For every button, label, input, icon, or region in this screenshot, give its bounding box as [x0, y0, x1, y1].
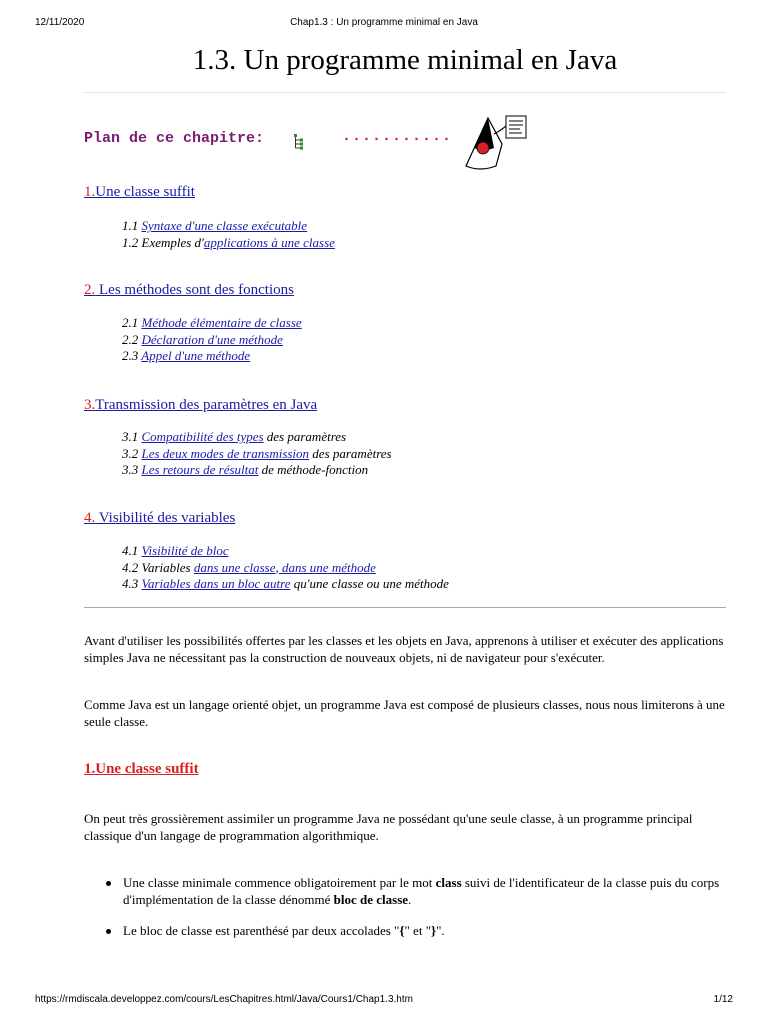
plan-dots: ........... [342, 128, 453, 145]
toc-item-3-2: 3.2 Les deux modes de transmission des paramètres [122, 445, 392, 461]
toc-link-2-3[interactable]: Appel d'une méthode [141, 348, 251, 363]
toc-section-1-link[interactable]: 1.Une classe suffit [84, 184, 195, 200]
section-1-paragraph: On peut très grossièrement assimiler un programme Java ne possédant qu'une seule classe, à un programme principal classique d'un langage de programmation algorithmique. [84, 811, 693, 843]
toc-item-3-1: 3.1 Compatibilité des types des paramètres [122, 429, 347, 444]
toc-section-3-link[interactable]: 3.Transmission des paramètres en Java [84, 397, 318, 413]
title-divider [84, 92, 726, 93]
print-page-number: 1/12 [713, 994, 733, 1005]
tree-icon [294, 134, 304, 155]
toc-link-3-2[interactable]: Les deux modes de transmission [141, 445, 310, 461]
print-footer [0, 994, 768, 1008]
plan-label: Plan de ce chapitre: [84, 130, 265, 147]
toc-item-2-3: 2.3 Appel d'une méthode [122, 348, 251, 363]
print-header-title: Chap1.3 : Un programme minimal en Java [290, 17, 478, 28]
toc-section-2-link[interactable]: 2. Les méthodes sont des fonctions [84, 282, 294, 298]
toc-link-3-3[interactable]: Les retours de résultat [141, 462, 259, 477]
bullet-item-class: Une classe minimale commence obligatoirement par le mot class suivi de l'identificateur de la classe puis du corps d'implémentation de la classe dénommé bloc de classe. [84, 875, 726, 908]
toc-item-1-2: 1.2 Exemples d'applications à une classe [122, 234, 335, 250]
toc-link-1-1[interactable]: Syntaxe d'une classe exécutable [141, 218, 308, 233]
toc-link-2-2[interactable]: Déclaration d'une méthode [141, 331, 283, 347]
bullet-dot [106, 881, 111, 886]
toc-link-1-2[interactable]: applications à une classe [203, 234, 335, 250]
toc-item-4-1: 4.1 Visibilité de bloc [122, 543, 229, 558]
page-title: 1.3. Un programme minimal en Java [192, 44, 618, 76]
intro-paragraph-2: Comme Java est un langage orienté objet, un programme Java est composé de plusieurs classes, nous nous limiterons à une seule classe. [84, 697, 725, 729]
toc-item-1-1: 1.1 Syntaxe d'une classe exécutable [122, 218, 308, 233]
java-mascot-icon [458, 114, 530, 177]
toc-link-4-2b[interactable]: dans une méthode [281, 559, 376, 575]
bullet-item-braces: Le bloc de classe est parenthésé par deux accolades "{" et "}". [84, 923, 726, 940]
toc-link-4-1[interactable]: Visibilité de bloc [141, 543, 229, 558]
toc-link-2-1[interactable]: Méthode élémentaire de classe [141, 315, 302, 330]
toc-section-2-list [122, 315, 302, 365]
toc-item-4-3: 4.3 Variables dans un bloc autre qu'une classe ou une méthode [122, 576, 449, 591]
bullet-list [84, 875, 726, 940]
toc-link-4-3[interactable]: Variables dans un bloc autre [141, 576, 291, 591]
toc-item-3-3: 3.3 Les retours de résultat de méthode-fonction [122, 462, 369, 477]
print-url: https://rmdiscala.developpez.com/cours/LesChapitres.html/Java/Cours1/Chap1.3.htm [35, 994, 413, 1005]
toc-link-4-2a[interactable]: dans une classe [193, 559, 276, 575]
section-1-heading: 1.Une classe suffit [84, 761, 199, 777]
toc-section-4-list [122, 543, 449, 593]
toc-section-3-list [122, 429, 392, 479]
toc-item-4-2: 4.2 Variables dans une classe, dans une méthode [122, 559, 376, 575]
toc-divider [84, 607, 726, 608]
toc-item-2-2: 2.2 Déclaration d'une méthode [122, 331, 283, 347]
toc-section-4-link[interactable]: 4. Visibilité des variables [84, 510, 236, 526]
intro-paragraph-1: Avant d'utiliser les possibilités offertes par les classes et les objets en Java, apprenons à utiliser et exécuter des applications simples Java ne nécessitant pas la construction de nouveaux objets, ni de navigateur pour s'exécuter. [84, 633, 724, 665]
print-date: 12/11/2020 [35, 17, 85, 28]
toc-item-2-1: 2.1 Méthode élémentaire de classe [122, 315, 302, 330]
print-header [0, 17, 768, 31]
toc-link-3-1[interactable]: Compatibilité des types [141, 429, 264, 444]
bullet-dot [106, 929, 111, 934]
toc-section-1-list [122, 218, 335, 251]
